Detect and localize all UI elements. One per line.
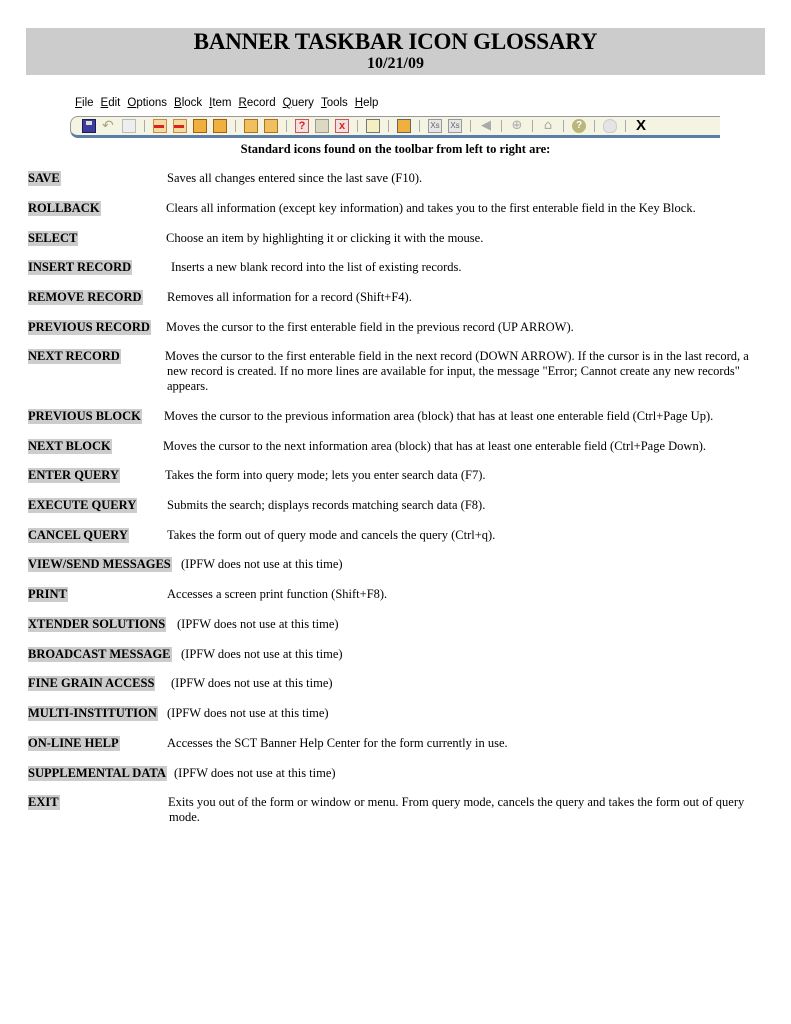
menu-mnemonic: F: [75, 97, 83, 109]
section-subtitle: Standard icons found on the toolbar from left to right are:: [240, 142, 551, 156]
glossary-term: PREVIOUS RECORD: [28, 320, 150, 334]
glossary-term: EXECUTE QUERY: [28, 498, 137, 512]
menu-label: ools: [326, 97, 348, 109]
menu-label: ile: [82, 97, 94, 109]
glossary-term: ENTER QUERY: [28, 468, 119, 482]
glossary-term: ROLLBACK: [28, 201, 100, 215]
document-header: [26, 28, 765, 75]
toolbar-separator: [235, 120, 236, 132]
glossary-description: Inserts a new blank record into the list of existing records.: [171, 260, 462, 274]
glossary-term: INSERT RECORD: [28, 260, 132, 274]
toolbar-separator: [532, 120, 533, 132]
glossary-description: (IPFW does not use at this time): [181, 647, 343, 661]
toolbar-separator: [563, 120, 564, 132]
glossary-description: Moves the cursor to the next information area (block) that has at least one enterable field (Ctrl+Page Down).: [163, 439, 706, 453]
glossary-description: Exits you out of the form or window or menu. From query mode, cancels the query and takes the form out of query mode.: [168, 795, 745, 824]
toolbar-separator: [419, 120, 420, 132]
menu-label: dit: [108, 97, 121, 109]
save-icon[interactable]: [82, 119, 96, 133]
online-help-icon[interactable]: ?: [572, 119, 586, 133]
glossary-description: (IPFW does not use at this time): [171, 676, 333, 690]
supplemental-data-icon[interactable]: [603, 119, 617, 133]
toolbar-separator: [470, 120, 471, 132]
toolbar-separator: [501, 120, 502, 132]
menu-block[interactable]: [174, 97, 202, 109]
menu-label: lock: [181, 97, 203, 109]
previous-block-icon[interactable]: [244, 119, 258, 133]
glossary-term: XTENDER SOLUTIONS: [28, 617, 166, 631]
glossary-term: SUPPLEMENTAL DATA: [28, 766, 166, 780]
glossary-description: Removes all information for a record (Shift+F4).: [167, 290, 412, 304]
glossary-term: FINE GRAIN ACCESS: [28, 676, 155, 690]
menu-record[interactable]: [239, 97, 276, 109]
toolbar-separator: [594, 120, 595, 132]
glossary-term: SAVE: [28, 171, 60, 185]
glossary-description: Moves the cursor to the previous information area (block) that has at least one enterable field (Ctrl+Page Up).: [164, 409, 714, 423]
xtender-solutions-alt-icon[interactable]: Xs: [448, 119, 462, 133]
broadcast-message-icon[interactable]: ◀: [481, 118, 491, 133]
menu-bar: [75, 97, 385, 109]
menu-mnemonic: Q: [282, 97, 292, 109]
glossary-term: REMOVE RECORD: [28, 290, 142, 304]
glossary-term: ON-LINE HELP: [28, 736, 119, 750]
glossary-description: Submits the search; displays records matching search data (F8).: [167, 498, 486, 512]
toolbar-separator: [625, 120, 626, 132]
glossary-term: VIEW/SEND MESSAGES: [28, 557, 171, 571]
menu-label: ecord: [246, 97, 276, 109]
glossary-description: Clears all information (except key information) and takes you to the first enterable field in the Key Block.: [166, 201, 696, 215]
menu-options[interactable]: [127, 97, 167, 109]
menu-file[interactable]: [75, 97, 94, 109]
menu-mnemonic: B: [174, 97, 182, 109]
menu-label: uery: [291, 97, 314, 109]
menu-edit[interactable]: [101, 97, 121, 109]
execute-query-icon[interactable]: [315, 119, 329, 133]
exit-icon[interactable]: X: [635, 117, 646, 134]
menu-mnemonic: I: [209, 97, 213, 109]
remove-record-icon[interactable]: [173, 119, 187, 133]
menu-help[interactable]: [355, 97, 379, 109]
glossary-term: NEXT BLOCK: [28, 439, 111, 453]
next-record-icon[interactable]: [213, 119, 227, 133]
multi-institution-icon[interactable]: ⌂: [543, 118, 553, 133]
toolbar-separator: [144, 120, 145, 132]
glossary-term: PREVIOUS BLOCK: [28, 409, 141, 423]
fine-grain-access-icon[interactable]: ⊕: [511, 118, 523, 133]
glossary-term: EXIT: [28, 795, 59, 809]
menu-mnemonic: R: [238, 97, 247, 109]
view-send-messages-icon[interactable]: [366, 119, 380, 133]
rollback-icon[interactable]: ↶: [102, 118, 114, 134]
glossary-description: Moves the cursor to the first enterable field in the previous record (UP ARROW).: [166, 320, 574, 334]
menu-label: ptions: [136, 97, 168, 109]
glossary-description: Accesses the SCT Banner Help Center for the form currently in use.: [167, 736, 508, 750]
glossary-description: Accesses a screen print function (Shift+F8).: [167, 587, 388, 601]
next-block-icon[interactable]: [264, 119, 278, 133]
menu-label: elp: [363, 97, 379, 109]
glossary-term: PRINT: [28, 587, 67, 601]
glossary-term: CANCEL QUERY: [28, 528, 128, 542]
glossary-description: Choose an item by highlighting it or clicking it with the mouse.: [166, 231, 484, 245]
glossary-description: (IPFW does not use at this time): [181, 557, 343, 571]
menu-tools[interactable]: [321, 97, 348, 109]
glossary-description: Saves all changes entered since the last save (F10).: [167, 171, 423, 185]
cancel-query-icon[interactable]: x: [335, 119, 349, 133]
glossary-term: NEXT RECORD: [28, 349, 120, 363]
menu-mnemonic: E: [100, 97, 109, 109]
glossary-description: (IPFW does not use at this time): [177, 617, 339, 631]
xtender-solutions-icon[interactable]: Xs: [428, 119, 442, 133]
enter-query-icon[interactable]: ?: [295, 119, 309, 133]
glossary-description: Takes the form out of query mode and cancels the query (Ctrl+q).: [167, 528, 496, 542]
menu-mnemonic: T: [320, 97, 327, 109]
glossary-term: SELECT: [28, 231, 78, 245]
select-icon[interactable]: [122, 119, 136, 133]
previous-record-icon[interactable]: [193, 119, 207, 133]
glossary-term: MULTI-INSTITUTION: [28, 706, 157, 720]
menu-mnemonic: O: [127, 97, 137, 109]
toolbar-separator: [388, 120, 389, 132]
menu-label: tem: [212, 97, 232, 109]
toolbar-separator: [286, 120, 287, 132]
print-icon[interactable]: [397, 119, 411, 133]
menu-mnemonic: H: [354, 97, 364, 109]
glossary-description: (IPFW does not use at this time): [167, 706, 329, 720]
glossary-description: Takes the form into query mode; lets you enter search data (F7).: [165, 468, 486, 482]
toolbar: [70, 116, 720, 138]
toolbar-separator: [357, 120, 358, 132]
glossary-description: (IPFW does not use at this time): [174, 766, 336, 780]
glossary-term: BROADCAST MESSAGE: [28, 647, 171, 661]
document-date: 10/21/09: [367, 55, 424, 72]
insert-record-icon[interactable]: [153, 119, 167, 133]
menu-item[interactable]: [209, 97, 231, 109]
menu-query[interactable]: [283, 97, 314, 109]
glossary-description: Moves the cursor to the first enterable field in the next record (DOWN ARROW). If the cursor is in the last record, a new record is created. If no more lines are available for input, the message "Error; Cannot create any new records" appears.: [165, 349, 749, 393]
document-title: BANNER TASKBAR ICON GLOSSARY: [193, 29, 598, 54]
